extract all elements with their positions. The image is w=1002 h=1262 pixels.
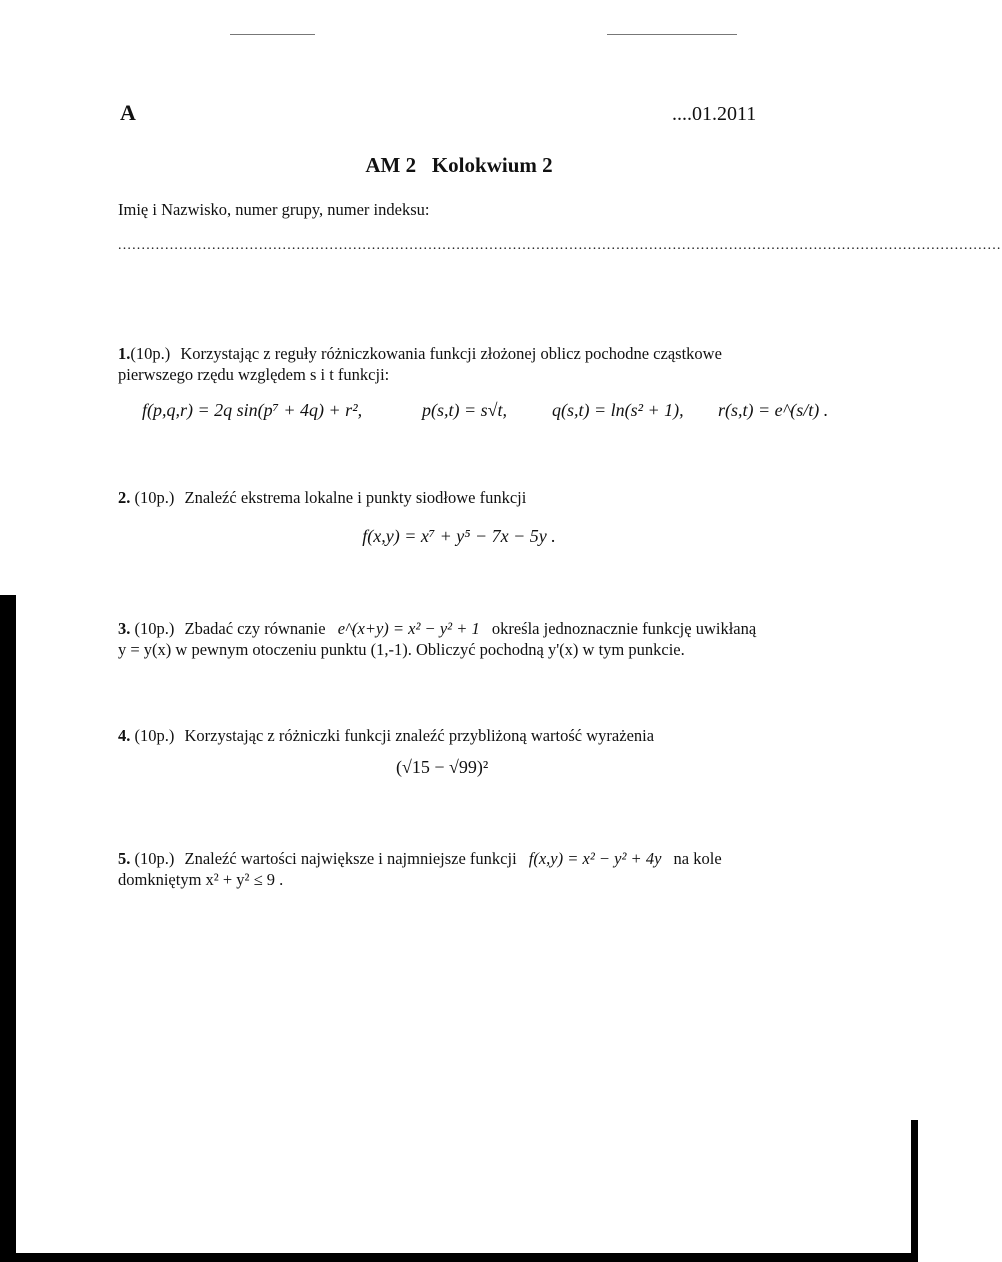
task-text: na kole bbox=[673, 849, 722, 868]
variant-label: A bbox=[120, 100, 136, 125]
task-text: pierwszego rzędu względem s i t funkcji: bbox=[118, 365, 390, 384]
scan-line-artifact bbox=[230, 34, 315, 35]
exam-date: ....01.2011 bbox=[672, 103, 757, 125]
task-formula: f(x,y) = x² − y² + 4y bbox=[528, 849, 662, 868]
scan-line-artifact bbox=[607, 34, 737, 35]
formula-p: p(s,t) = s√t, bbox=[422, 400, 508, 420]
task-2 bbox=[118, 487, 813, 508]
task-4-formula: (√15 − √99)² bbox=[396, 757, 489, 777]
task-points: (10p.) bbox=[134, 726, 175, 745]
task-text: Znaleźć ekstrema lokalne i punkty siodłowe funkcji bbox=[184, 488, 527, 507]
task-number: 2. bbox=[118, 488, 131, 507]
page-title: AM 2 Kolokwium 2 bbox=[365, 153, 553, 177]
task-number: 4. bbox=[118, 726, 131, 745]
task-text: y = y(x) w pewnym otoczeniu punktu (1,-1). Obliczyć pochodną y'(x) w tym punkcie. bbox=[118, 640, 685, 659]
student-info-field: ............................................................................................................................................................................................ bbox=[118, 238, 1002, 253]
task-text: Znaleźć wartości największe i najmniejsze funkcji bbox=[184, 849, 517, 868]
task-text: Korzystając z różniczki funkcji znaleźć przybliżoną wartość wyrażenia bbox=[184, 726, 655, 745]
task-3 bbox=[118, 618, 813, 660]
scan-edge-left bbox=[0, 595, 16, 1262]
task-points: (10p.) bbox=[134, 619, 175, 638]
task-number: 1. bbox=[118, 344, 131, 363]
student-info-label: Imię i Nazwisko, numer grupy, numer indeksu: bbox=[118, 200, 430, 219]
task-text: Zbadać czy równanie bbox=[184, 619, 326, 638]
formula-r: r(s,t) = e^(s/t) . bbox=[718, 400, 829, 420]
scan-edge-bottom bbox=[0, 1253, 918, 1262]
task-text: Korzystając z reguły różniczkowania funkcji złożonej oblicz pochodne cząstkowe bbox=[180, 344, 722, 363]
scan-edge-right bbox=[911, 1120, 918, 1262]
formula-q: q(s,t) = ln(s² + 1), bbox=[552, 400, 684, 420]
task-points: (10p.) bbox=[134, 488, 175, 507]
task-points: (10p.) bbox=[134, 849, 175, 868]
task-1 bbox=[118, 343, 813, 385]
task-text: określa jednoznacznie funkcję uwikłaną bbox=[491, 619, 757, 638]
task-points: (10p.) bbox=[130, 344, 171, 363]
task-equation: e^(x+y) = x² − y² + 1 bbox=[337, 619, 480, 638]
formula-f: f(p,q,r) = 2q sin(p⁷ + 4q) + r², bbox=[142, 400, 363, 420]
task-number: 5. bbox=[118, 849, 131, 868]
task-number: 3. bbox=[118, 619, 131, 638]
task-5 bbox=[118, 848, 813, 890]
task-text: domkniętym x² + y² ≤ 9 . bbox=[118, 870, 284, 889]
task-2-formula: f(x,y) = x⁷ + y⁵ − 7x − 5y . bbox=[362, 526, 556, 546]
task-4 bbox=[118, 725, 813, 746]
